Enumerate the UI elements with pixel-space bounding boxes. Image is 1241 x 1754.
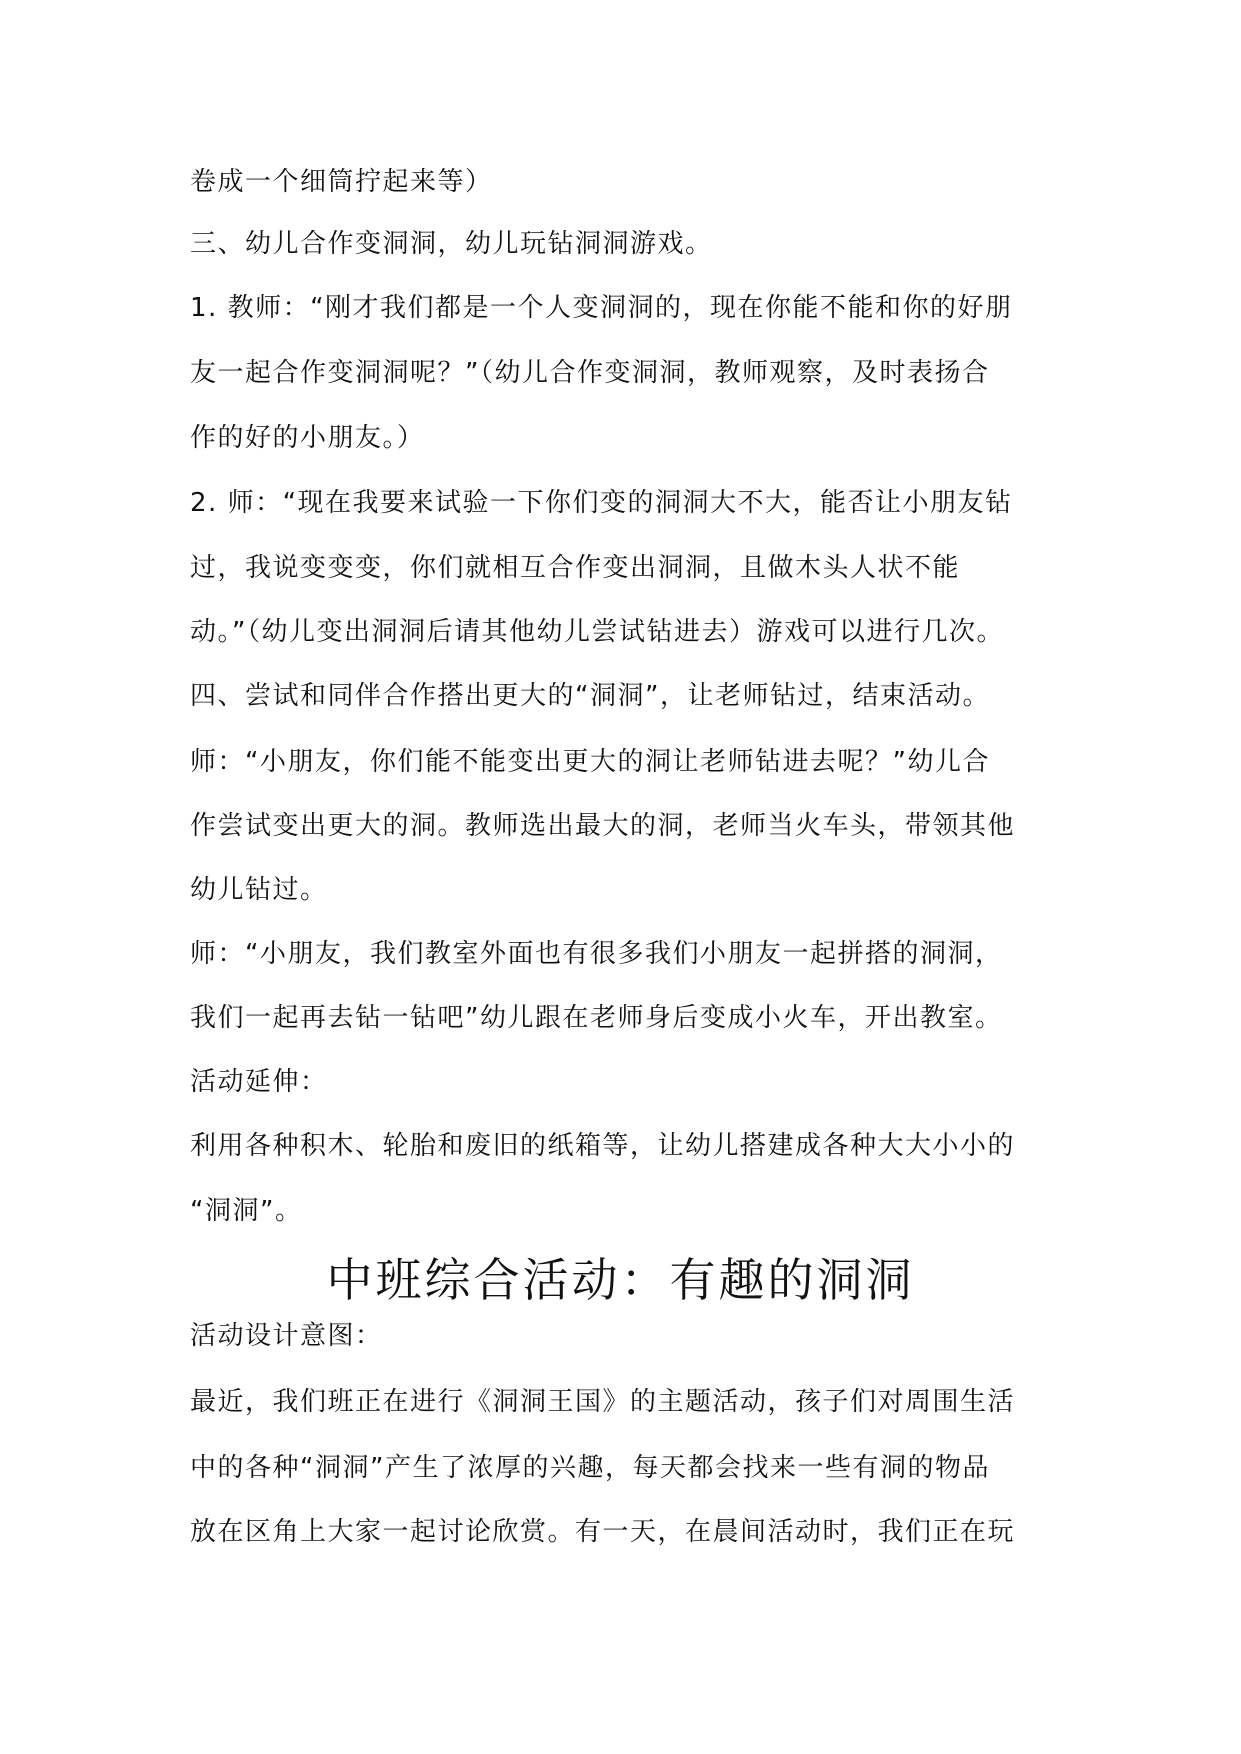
text-line: 中的各种“洞洞”产生了浓厚的兴趣，每天都会找来一些有洞的物品 <box>190 1453 990 1483</box>
text-line: 作的好的小朋友。） <box>190 423 425 453</box>
text-line: 利用各种积木、轮胎和废旧的纸箱等，让幼儿搭建成各种大大小小的 <box>190 1131 1016 1161</box>
text-line: 我们一起再去钻一钻吧”幼儿跟在老师身后变成小火车，开出教室。 <box>190 1003 1003 1033</box>
text-line: “洞洞”。 <box>190 1196 303 1226</box>
text-line: 2. 师：“现在我要来试验一下你们变的洞洞大不大，能否让小朋友钻 <box>190 488 1013 518</box>
text-line: 放在区角上大家一起讨论欣赏。有一天，在晨间活动时，我们正在玩 <box>190 1517 1016 1547</box>
section-heading: 活动延伸： <box>190 1067 328 1097</box>
text-line: 过，我说变变变，你们就相互合作变出洞洞，且做木头人状不能 <box>190 553 961 583</box>
text-line: 师：“小朋友，你们能不能变出更大的洞让老师钻进去呢？”幼儿合 <box>190 747 990 777</box>
text-line: 卷成一个细筒拧起来等） <box>190 167 493 197</box>
section-heading: 活动设计意图： <box>190 1321 383 1351</box>
text-line: 师：“小朋友，我们教室外面也有很多我们小朋友一起拼搭的洞洞， <box>190 939 1003 969</box>
text-line: 动。”（幼儿变出洞洞后请其他幼儿尝试钻进去）游戏可以进行几次。 <box>190 617 1004 647</box>
text-line: 最近，我们班正在进行《洞洞王国》的主题活动，孩子们对周围生活 <box>190 1387 1016 1417</box>
document-title: 中班综合活动：有趣的洞洞 <box>326 1253 915 1307</box>
text-line: 幼儿钻过。 <box>190 875 328 905</box>
text-line: 1. 教师：“刚才我们都是一个人变洞洞的，现在你能不能和你的好朋 <box>190 293 1013 323</box>
text-line: 作尝试变出更大的洞。教师选出最大的洞，老师当火车头，带领其他 <box>190 811 1016 841</box>
section-heading: 三、幼儿合作变洞洞，幼儿玩钻洞洞游戏。 <box>190 229 713 259</box>
section-heading: 四、尝试和同伴合作搭出更大的“洞洞”，让老师钻过，结束活动。 <box>190 681 990 711</box>
text-line: 友一起合作变洞洞呢？”（幼儿合作变洞洞，教师观察，及时表扬合 <box>190 358 990 388</box>
